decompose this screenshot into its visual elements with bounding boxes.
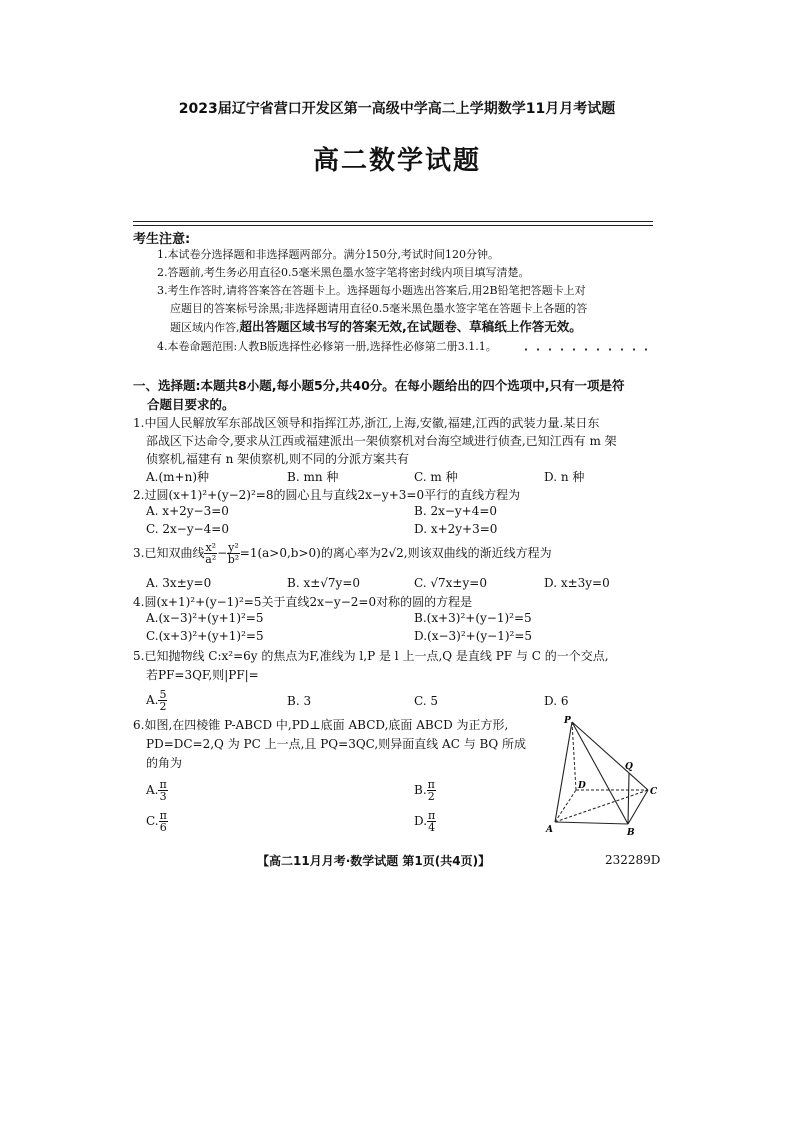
option-b: B. 2x−y+4=0 (414, 504, 498, 518)
fraction-x2-a2: $\frac{\text{x²}}{\text{a²}}$ (205, 541, 217, 566)
question-1-line: 部战区下达命令,要求从江西或福建派出一架侦察机对台海空域进行侦查,已知江西有 m 架 (146, 434, 617, 448)
edge-bc (628, 790, 648, 824)
question-5-line: 5.已知抛物线 C:x²=6y 的焦点为F,准线为 l,P 是 l 上一点,Q 是直线 PF 与 C 的一个交点, (133, 649, 609, 663)
option-c: C.(x+3)²+(y+1)²=5 (146, 629, 264, 643)
label-c: C (650, 787, 658, 797)
edge-pb (572, 722, 628, 824)
notice-item: 4.本卷命题范围:人教B版选择性必修第一册,选择性必修第二册3.1.1。 (157, 340, 497, 353)
section-heading-cont: 合题目要求的。 (147, 397, 235, 412)
fraction-y2-b2: $\frac{\text{y²}}{\text{b²}}$ (227, 541, 240, 566)
option-a: A.(x−3)²+(y+1)²=5 (146, 611, 264, 625)
notice-item: 1.本试卷分选择题和非选择题两部分。满分150分,考试时间120分钟。 (157, 248, 499, 261)
question-3-stem: 3.已知双曲线 $\frac{\text{x²}}{\text{a²}}$ − $\frac{\text{y²}}{\text{b²}}$ =1(a>0,b>0)的离心率为2√2,则该双曲线的渐近线方程为 (133, 541, 552, 566)
option-b: B. 3 (287, 694, 312, 708)
pyramid-figure (540, 712, 665, 840)
option-c: C. √7x±y=0 (414, 576, 487, 590)
label-p: P (564, 716, 571, 726)
option-c: C. 2x−y−4=0 (146, 522, 229, 536)
label-a: A (546, 825, 553, 835)
question-6-line: 的角为 (146, 756, 183, 770)
option-b: B.(x+3)²+(y−1)²=5 (414, 611, 532, 625)
option-a: A. x+2y−3=0 (146, 504, 229, 518)
notice-emphasis: 超出答题区域书写的答案无效,在试题卷、草稿纸上作答无效。 (239, 319, 582, 334)
divider-bottom (133, 225, 653, 226)
edge-ac (555, 790, 648, 822)
question-2-stem: 2.过圆(x+1)²+(y−2)²=8的圆心且与直线2x−y+3=0平行的直线方程为 (133, 488, 521, 502)
option-b: B. x±√7y=0 (287, 576, 361, 590)
notice-item: 3.考生作答时,请将答案答在答题卡上。选择题每小题选出答案后,用2B铅笔把答题卡上对 (157, 284, 586, 297)
question-6-line: PD=DC=2,Q 为 PC 上一点,且 PQ=3QC,则异面直线 AC 与 BQ 所成 (146, 737, 526, 751)
edge-pc (572, 722, 648, 790)
label-b: B (627, 828, 635, 838)
page-footer: 【高二11月月考·数学试题 第1页(共4页)】 (257, 854, 491, 868)
section-heading: 一、选择题:本题共8小题,每小题5分,共40分。在每小题给出的四个选项中,只有一项是符 (133, 378, 625, 393)
option-d: D. $\frac{\pi}{4}$ (414, 809, 436, 834)
option-d: D. n 种 (544, 470, 585, 484)
exam-source-title: 2023届辽宁省营口开发区第一高级中学高二上学期数学11月月考试题 (178, 101, 616, 117)
label-d: D (578, 781, 586, 791)
label-q: Q (625, 762, 633, 772)
edge-bq (628, 773, 629, 824)
notice-item: 2.答题前,考生务必用直径0.5毫米黑色墨水签字笔将密封线内项目填写清楚。 (157, 266, 530, 279)
option-d: D. x±3y=0 (544, 576, 610, 590)
notice-item: 应题目的答案标号涂黑;非选择题请用直径0.5毫米黑色墨水签字笔在答题卡上各题的答 (170, 302, 588, 315)
notice-heading: 考生注意: (133, 232, 191, 247)
option-d: D.(x−3)²+(y−1)²=5 (414, 629, 533, 643)
option-a: A.(m+n)种 (146, 470, 210, 484)
question-6-line: 6.如图,在四棱锥 P-ABCD 中,PD⊥底面 ABCD,底面 ABCD 为正方形, (133, 718, 509, 732)
option-c: C. 5 (414, 694, 439, 708)
option-c: C. m 种 (414, 470, 458, 484)
paper-code: 232289D (605, 853, 661, 867)
page-title: 高二数学试题 (312, 146, 481, 176)
question-1-line: 1.中国人民解放军东部战区领导和指挥江苏,浙江,上海,安徽,福建,江西的武装力量.某日东 (133, 416, 600, 430)
option-b: B. $\frac{\pi}{2}$ (414, 778, 435, 803)
option-a: A. 3x±y=0 (146, 576, 212, 590)
edge-pa (555, 722, 572, 822)
option-b: B. mn 种 (287, 470, 339, 484)
option-a: A. $\frac{5}{2}$ (146, 688, 167, 713)
option-d: D. x+2y+3=0 (414, 522, 498, 536)
question-1-line: 侦察机,福建有 n 架侦察机,则不同的分派方案共有 (146, 452, 409, 466)
edge-pd (572, 722, 576, 790)
edge-ab (555, 822, 628, 824)
question-4-stem: 4.圆(x+1)²+(y−1)²=5关于直线2x−y−2=0对称的圆的方程是 (133, 595, 473, 609)
option-c: C. $\frac{\pi}{6}$ (146, 809, 167, 834)
notice-item: 题区域内作答,超出答题区域书写的答案无效,在试题卷、草稿纸上作答无效。 (170, 319, 582, 334)
divider-top (133, 221, 653, 222)
option-a: A. $\frac{\pi}{3}$ (146, 778, 167, 803)
question-5-line: 若PF=3QF,则|PF|= (146, 668, 259, 682)
option-d: D. 6 (544, 694, 569, 708)
